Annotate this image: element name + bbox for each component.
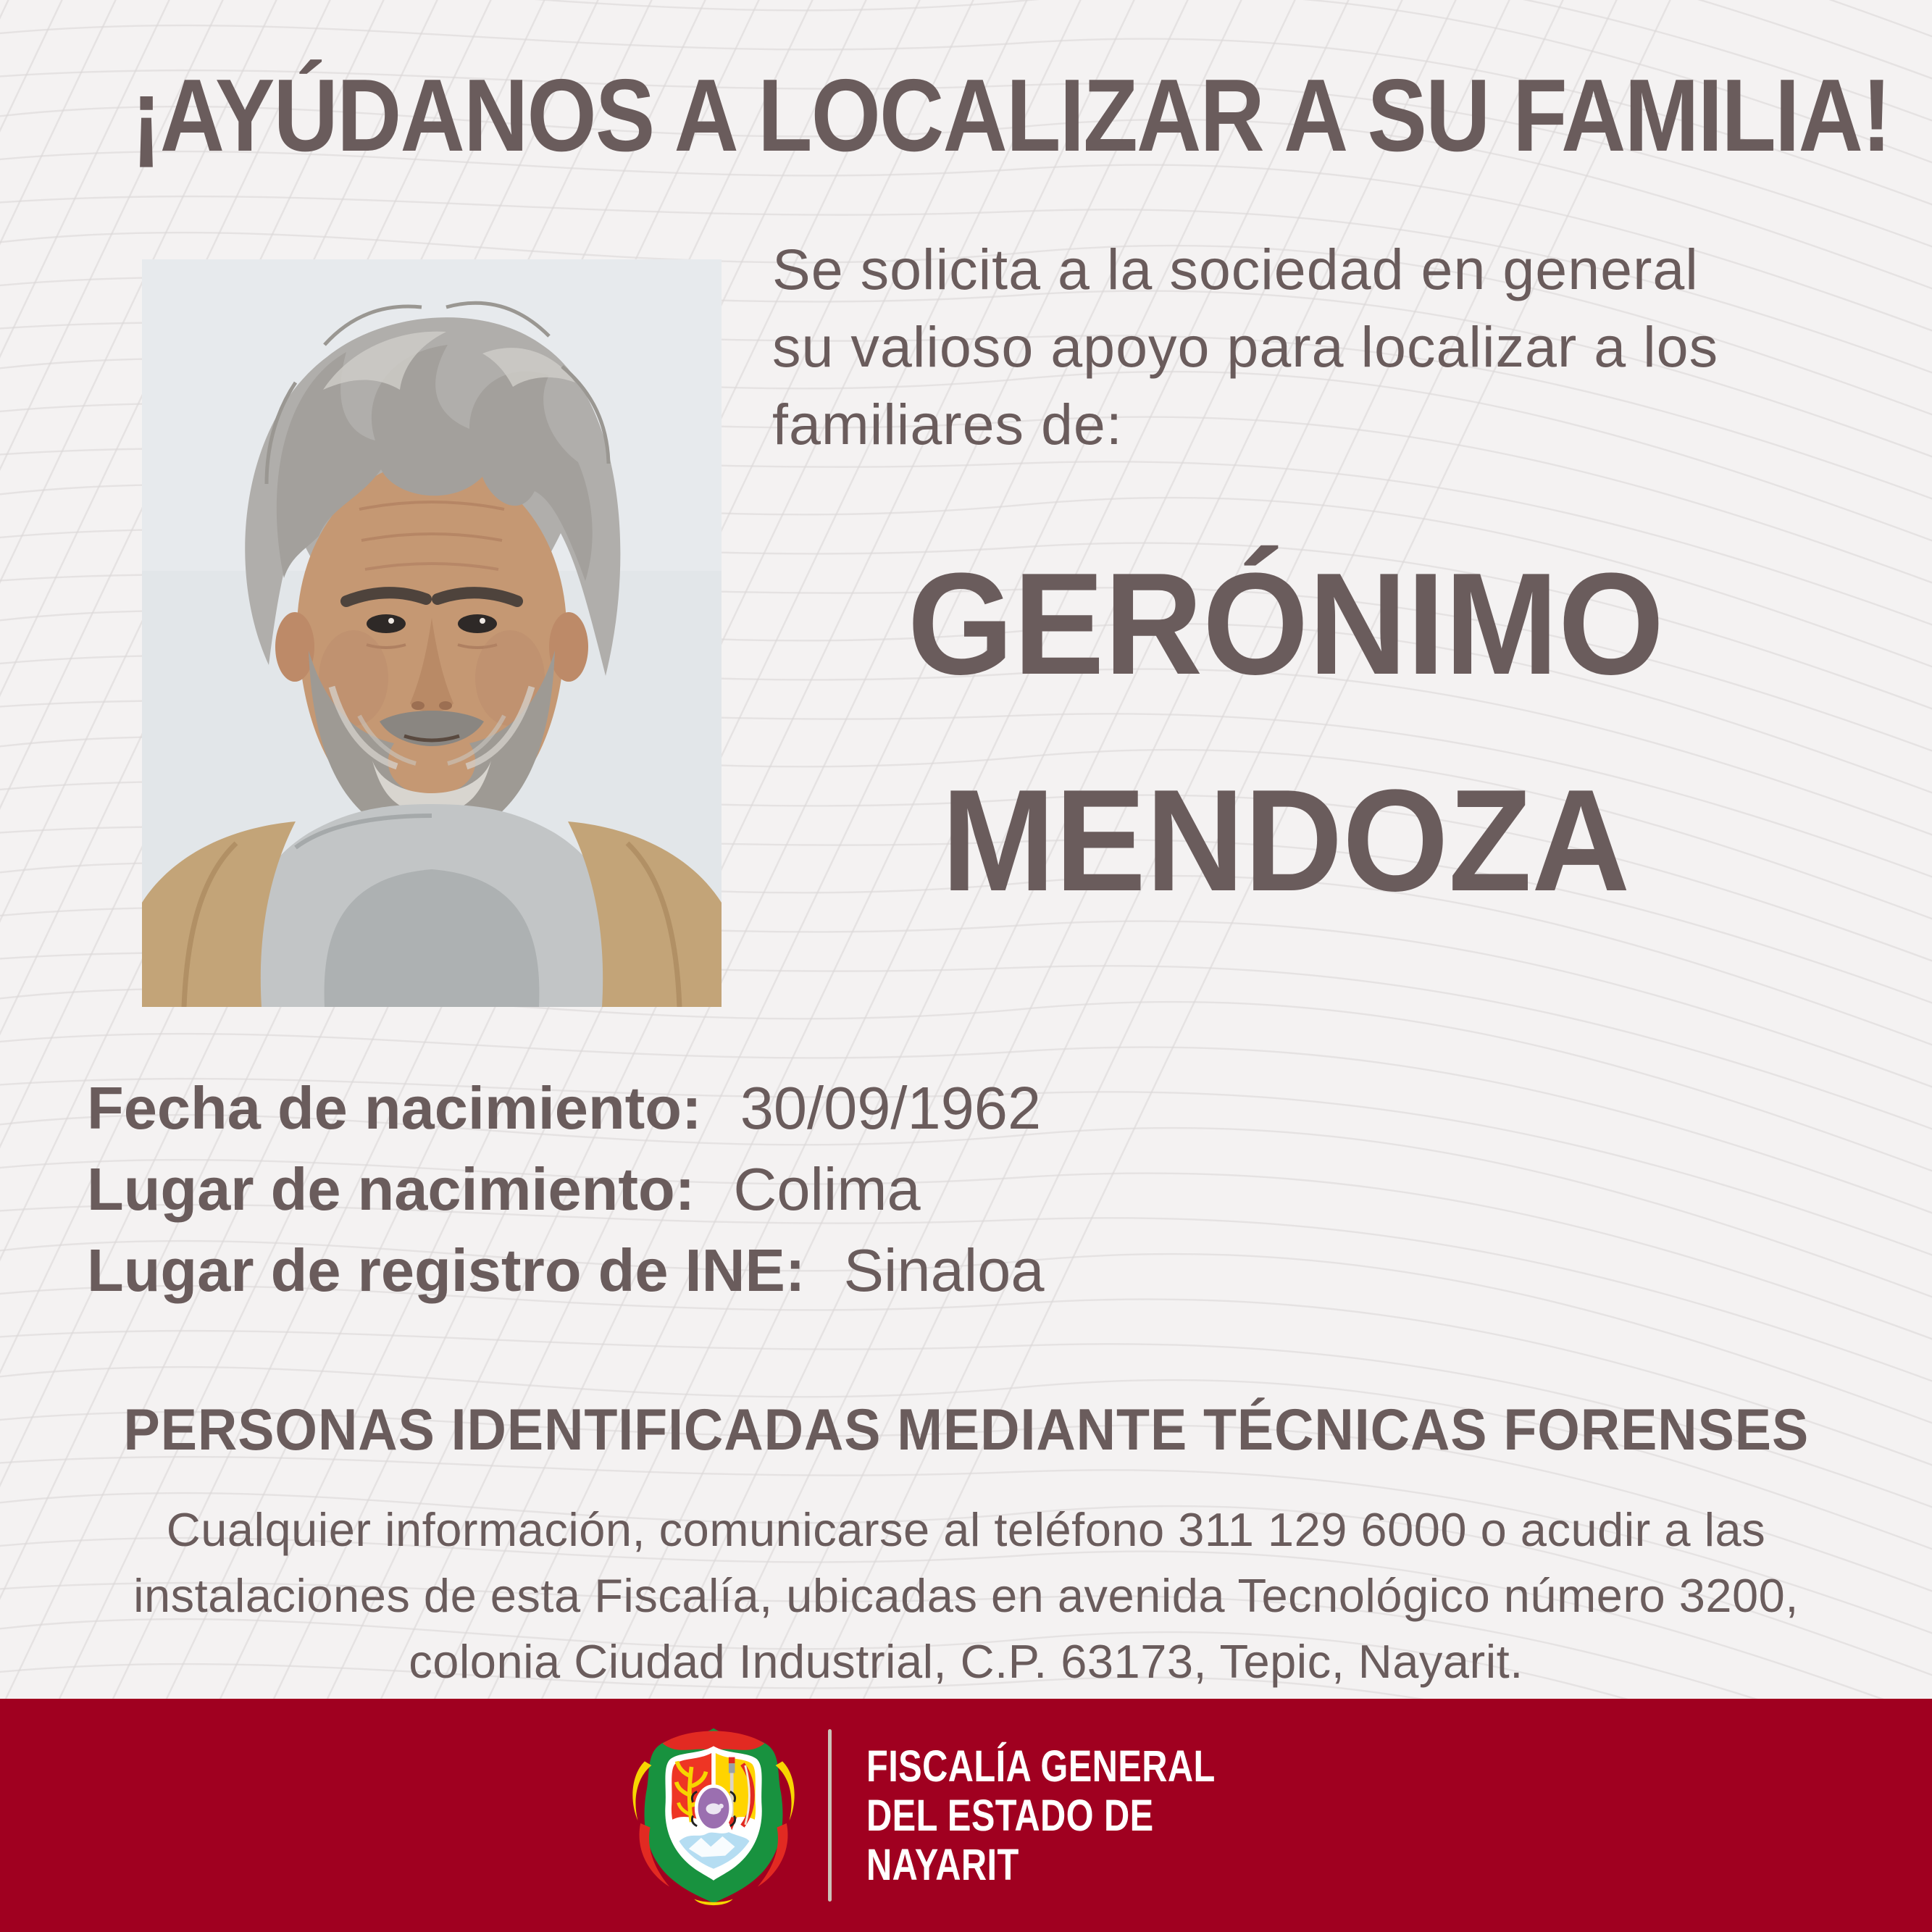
org-line-3: NAYARIT: [866, 1840, 1019, 1889]
detail-row-ine-registry: [87, 1230, 1045, 1311]
contact-line-2: instalaciones de esta Fiscalía, ubicadas en avenida Tecnológico número 3200,: [133, 1569, 1799, 1622]
contact-info: [0, 1497, 1932, 1694]
detail-value: 30/09/1962: [740, 1074, 1042, 1142]
detail-label: Lugar de nacimiento:: [87, 1155, 695, 1223]
poster-title-text: ¡AYÚDANOS A LOCALIZAR A SU FAMILIA!: [131, 58, 1891, 173]
forensics-note: [0, 1397, 1932, 1464]
detail-row-birth-date: [87, 1068, 1045, 1149]
contact-line-3: colonia Ciudad Industrial, C.P. 63173, Tepic, Nayarit.: [409, 1635, 1523, 1688]
detail-value: Sinaloa: [843, 1237, 1045, 1304]
person-last-name: MENDOZA: [941, 760, 1631, 921]
intro-line-2: su valioso apoyo para localizar a los: [772, 314, 1719, 379]
detail-label: Lugar de registro de INE:: [87, 1237, 806, 1304]
missing-person-photo: [142, 259, 722, 1007]
intro-line-3: familiares de:: [772, 392, 1123, 456]
forensics-note-text: PERSONAS IDENTIFICADAS MEDIANTE TÉCNICAS FORENSES: [123, 1397, 1809, 1463]
nayarit-coat-of-arms-icon: [630, 1724, 798, 1907]
detail-row-birth-place: [87, 1149, 1045, 1230]
detail-label: Fecha de nacimiento:: [87, 1074, 702, 1142]
portrait-illustration: [142, 259, 722, 1007]
person-details: [87, 1068, 1045, 1311]
org-name: [866, 1741, 1302, 1889]
poster-title: [0, 57, 1932, 175]
org-line-1: FISCALÍA GENERAL: [866, 1741, 1216, 1791]
intro-text: [772, 230, 1902, 463]
org-line-2: DEL ESTADO DE: [866, 1791, 1154, 1840]
person-first-name: GERÓNIMO: [907, 543, 1665, 705]
footer-divider: [828, 1729, 832, 1902]
detail-value: Colima: [733, 1155, 921, 1223]
contact-line-1: Cualquier información, comunicarse al teléfono 311 129 6000 o acudir a las: [166, 1503, 1766, 1556]
footer-banner: [0, 1699, 1932, 1932]
person-name: [739, 516, 1833, 949]
intro-line-1: Se solicita a la sociedad en general: [772, 237, 1699, 301]
